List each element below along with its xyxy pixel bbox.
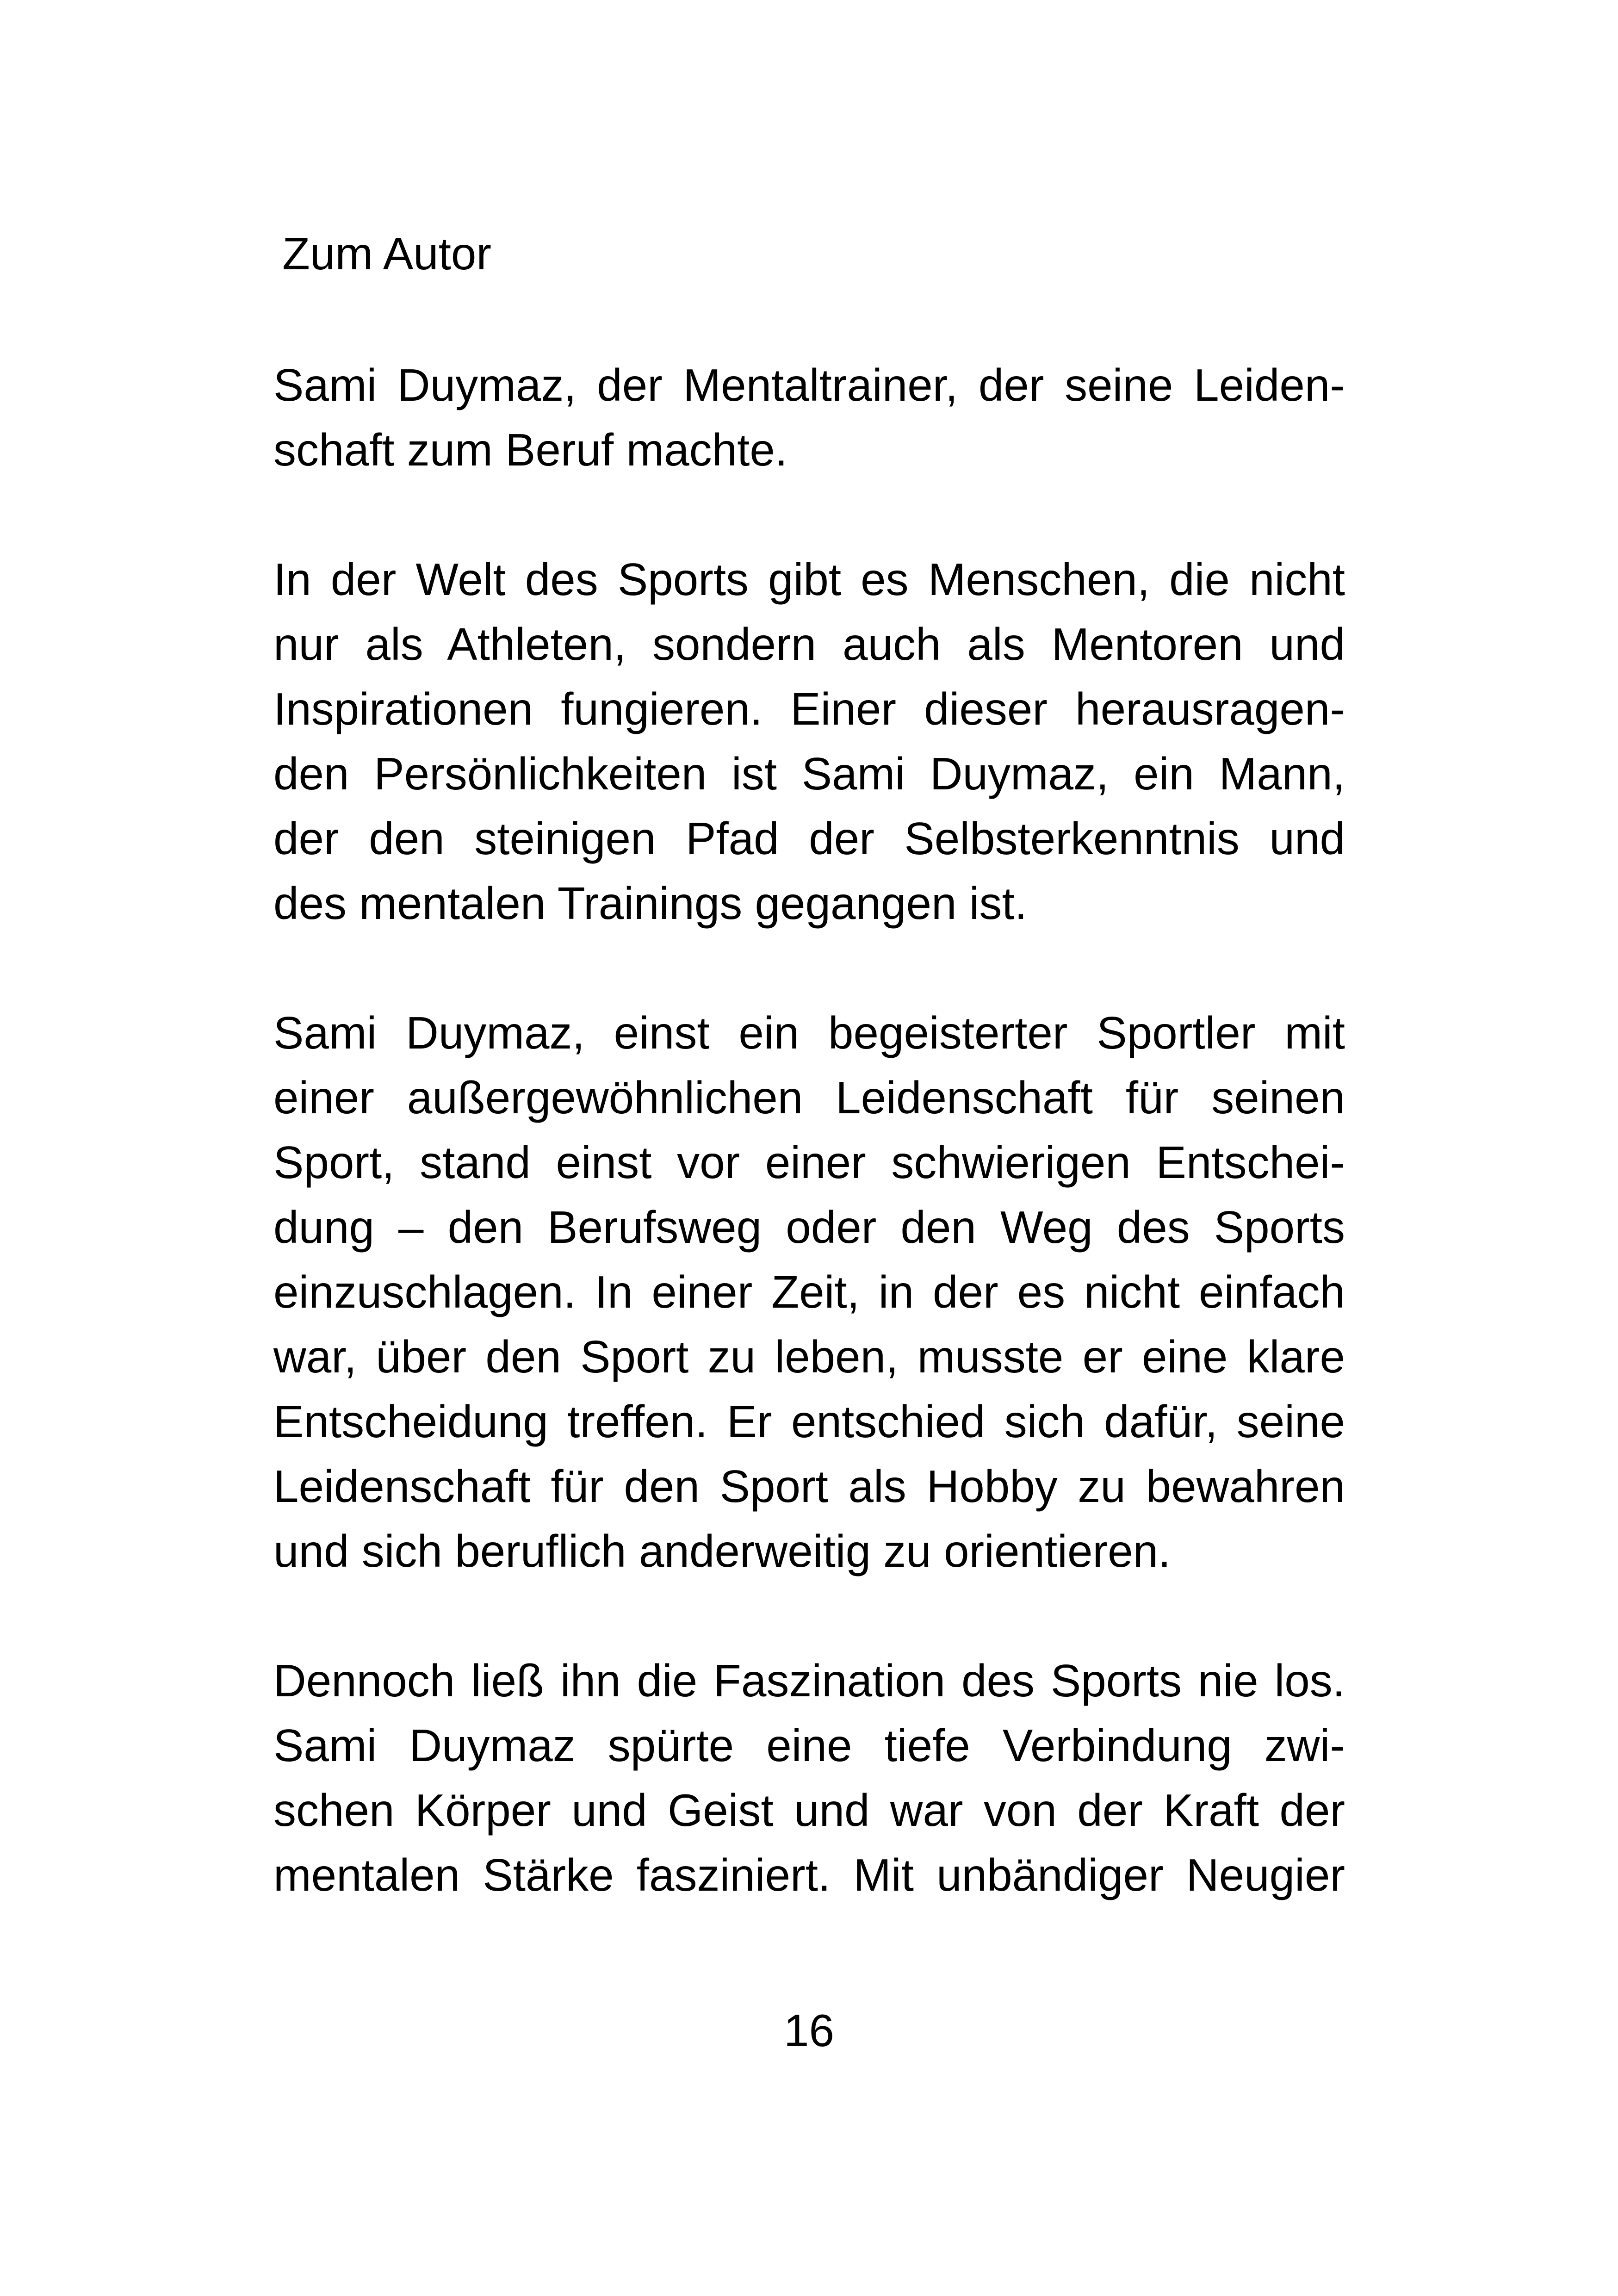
text-line: den Persönlichkeiten ist Sami Duymaz, ein Mann, [273,748,1345,799]
text-line: Inspirationen fungieren. Einer dieser herausragen- [273,683,1345,734]
text-line: der den steinigen Pfad der Selbsterkenntnis und [273,813,1345,864]
paragraph-intro [273,353,1345,482]
text-line: und sich beruflich anderweitig zu orientieren. [273,1526,1171,1576]
paragraph-fascination [273,1648,1345,1907]
text-line: Sami Duymaz spürte eine tiefe Verbindung zwi- [273,1720,1345,1771]
text-line: dung – den Berufsweg oder den Weg des Sports [273,1202,1345,1253]
text-line: Sport, stand einst vor einer schwierigen Entschei- [273,1137,1345,1188]
text-line: Leidenschaft für den Sport als Hobby zu bewahren [273,1461,1345,1512]
page-number: 16 [783,2005,834,2056]
text-line: nur als Athleten, sondern auch als Mentoren und [273,619,1345,670]
text-line: Entscheidung treffen. Er entschied sich dafür, seine [273,1396,1345,1447]
paragraph-world-of-sports [273,547,1345,936]
text-line: des mentalen Trainings gegangen ist. [273,878,1027,929]
text-line: In der Welt des Sports gibt es Menschen, die nicht [273,554,1345,605]
text-line: schaft zum Beruf machte. [273,424,788,475]
text-line: einzuschlagen. In einer Zeit, in der es nicht einfach [273,1266,1345,1317]
chapter-heading: Zum Autor [282,228,492,279]
text-line: einer außergewöhnlichen Leidenschaft für seinen [273,1072,1345,1123]
text-line: war, über den Sport zu leben, musste er eine klare [273,1331,1345,1382]
text-line: Sami Duymaz, einst ein begeisterter Sportler mit [273,1007,1345,1058]
text-line: Dennoch ließ ihn die Faszination des Sports nie los. [273,1655,1345,1706]
paragraph-career-decision [273,1000,1345,1583]
text-line: Sami Duymaz, der Mentaltrainer, der seine Leiden- [273,360,1345,410]
text-line: schen Körper und Geist und war von der Kraft der [273,1785,1345,1836]
text-line: mentalen Stärke fasziniert. Mit unbändiger Neugier [273,1849,1345,1900]
